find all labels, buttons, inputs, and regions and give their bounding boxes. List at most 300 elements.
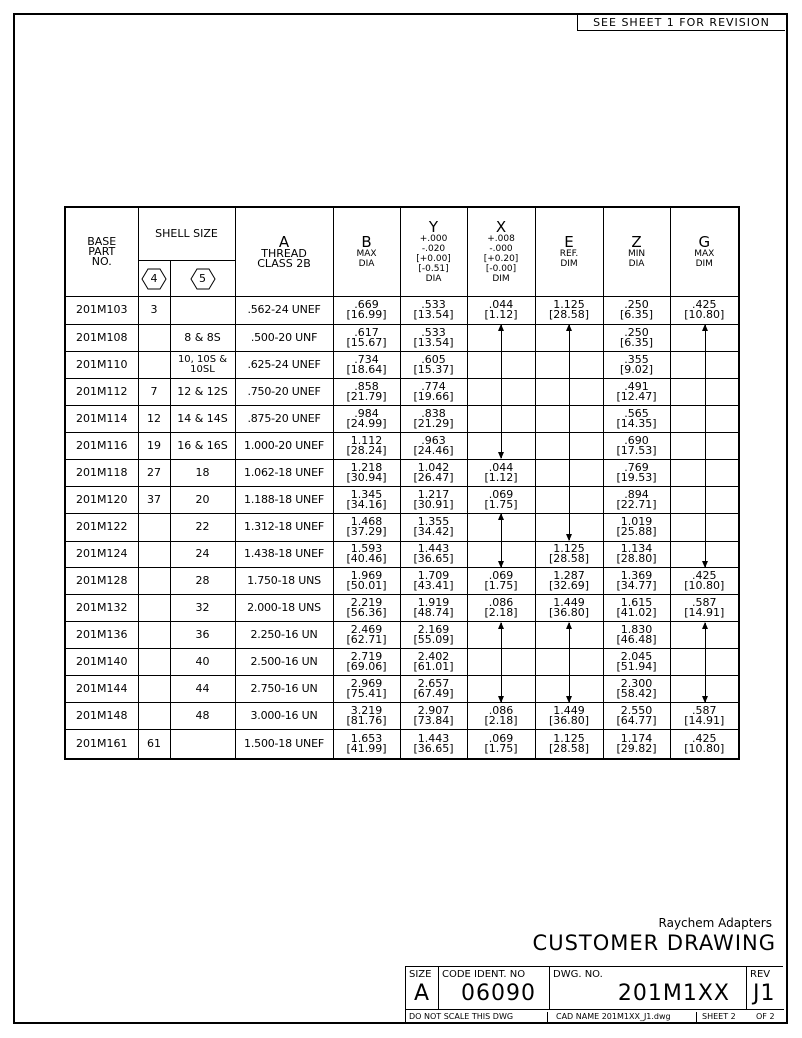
same-value-arrow	[705, 325, 706, 567]
part-number-cell: 201M161	[65, 730, 138, 759]
e-mm-value: [28.58]	[548, 552, 590, 566]
y-dim-cell	[400, 595, 467, 622]
b-inch-value: 2.719	[350, 650, 383, 664]
table-row	[65, 378, 739, 405]
shell-size-4-cell	[138, 513, 170, 541]
b-dim-cell	[333, 703, 400, 730]
x-dim-cell	[467, 703, 535, 730]
shell-size-5-cell: 18	[170, 459, 235, 486]
part-number-cell: 201M110	[65, 351, 138, 378]
title-block-footer	[406, 1009, 784, 1024]
b-inch-value: .617	[354, 325, 379, 339]
header-g: G MAX DIM	[670, 207, 739, 296]
shell-size-5-cell: 22	[170, 513, 235, 541]
part-number-cell: 201M128	[65, 568, 138, 595]
y-inch-value: .838	[421, 406, 446, 420]
z-mm-value: [64.77]	[616, 714, 657, 728]
thread-cell: 2.250-16 UN	[235, 622, 333, 649]
part-number-cell: 201M112	[65, 378, 138, 405]
header-e: E REF. DIM	[535, 207, 603, 296]
z-mm-value: [6.35]	[619, 308, 654, 322]
e-dim-cell	[535, 568, 603, 595]
g-inch-value: .587	[692, 704, 717, 718]
z-mm-value: [28.80]	[616, 552, 657, 566]
z-inch-value: .491	[624, 379, 649, 393]
z-dim-cell	[603, 595, 670, 622]
shell-size-4-cell: 27	[138, 459, 170, 486]
shell-size-5-cell: 16 & 16S	[170, 432, 235, 459]
x-dim-cell	[467, 296, 535, 324]
table-row	[65, 568, 739, 595]
thread-cell: .625-24 UNEF	[235, 351, 333, 378]
shell-size-4-cell	[138, 649, 170, 676]
code-ident-value: 06090	[461, 981, 536, 1006]
b-inch-value: .734	[354, 352, 379, 366]
z-inch-value: .355	[624, 352, 649, 366]
b-dim-cell	[333, 378, 400, 405]
z-dim-cell	[603, 568, 670, 595]
e-inch-value: 1.287	[553, 569, 585, 583]
b-mm-value: [34.16]	[346, 497, 387, 511]
b-inch-value: 1.468	[350, 515, 383, 528]
z-dim-cell	[603, 405, 670, 432]
b-dim-cell	[333, 568, 400, 595]
b-inch-value: 1.345	[350, 487, 383, 501]
g-mm-value: [10.80]	[684, 308, 725, 322]
x-mm-value: [1.75]	[484, 579, 518, 593]
z-mm-value: [22.71]	[616, 497, 657, 511]
shell-size-5-cell: 20	[170, 486, 235, 513]
revision-note: SEE SHEET 1 FOR REVISION	[577, 15, 785, 31]
b-mm-value: [81.76]	[346, 714, 387, 728]
z-inch-value: .250	[624, 298, 649, 312]
x-inch-value: .069	[488, 732, 514, 746]
x-dim-cell	[467, 595, 535, 622]
x-dim-cell	[467, 459, 535, 486]
z-dim-cell	[603, 486, 670, 513]
b-inch-value: 1.112	[350, 433, 383, 447]
y-dim-cell	[400, 378, 467, 405]
same-value-arrow	[501, 514, 502, 567]
y-dim-cell	[400, 649, 467, 676]
g-mm-value: [10.80]	[684, 742, 725, 756]
y-inch-value: .533	[421, 298, 446, 312]
shell-size-5-cell	[170, 296, 235, 324]
y-mm-value: [30.91]	[413, 497, 454, 511]
y-dim-cell	[400, 703, 467, 730]
y-inch-value: 1.355	[417, 515, 450, 528]
b-inch-value: 1.218	[350, 460, 383, 474]
e-dim-cell	[535, 595, 603, 622]
shell-size-4-cell: 19	[138, 432, 170, 459]
header-b: B MAX DIA	[333, 207, 400, 296]
g-dim-cell	[670, 730, 739, 759]
z-dim-cell	[603, 296, 670, 324]
shell-size-5-cell: 28	[170, 568, 235, 595]
shell-size-4-cell: 7	[138, 378, 170, 405]
thread-cell: .875-20 UNEF	[235, 405, 333, 432]
y-mm-value: [36.65]	[413, 552, 454, 566]
z-dim-cell	[603, 622, 670, 649]
z-dim-cell	[603, 324, 670, 351]
table-row	[65, 595, 739, 622]
z-inch-value: 2.300	[620, 677, 653, 691]
table-row	[65, 730, 739, 759]
part-number-cell: 201M124	[65, 541, 138, 568]
part-number-cell: 201M136	[65, 622, 138, 649]
do-not-scale-note: DO NOT SCALE THIS DWG	[409, 1012, 548, 1024]
z-inch-value: 1.830	[620, 623, 653, 637]
x-mm-value: [1.12]	[484, 470, 518, 484]
x-mm-value: [2.18]	[484, 714, 518, 728]
same-value-arrow	[569, 623, 570, 702]
y-mm-value: [34.42]	[413, 525, 454, 538]
z-dim-cell	[603, 649, 670, 676]
part-number-cell: 201M132	[65, 595, 138, 622]
g-inch-value: .587	[692, 596, 717, 610]
b-dim-cell	[333, 622, 400, 649]
e-dim-cell	[535, 730, 603, 759]
b-mm-value: [40.46]	[346, 552, 387, 566]
g-dim-cell	[670, 568, 739, 595]
hexagon-5-icon: 5	[190, 268, 216, 290]
table-row	[65, 324, 739, 351]
x-dim-cell	[467, 486, 535, 513]
b-inch-value: 1.653	[350, 732, 383, 746]
hexagon-4-icon: 4	[141, 268, 167, 290]
b-dim-cell	[333, 513, 400, 541]
y-mm-value: [73.84]	[413, 714, 454, 728]
e-dim-cell	[535, 296, 603, 324]
shell-size-5-cell: 12 & 12S	[170, 378, 235, 405]
g-inch-value: .425	[692, 298, 717, 312]
x-inch-value: .044	[488, 460, 514, 474]
thread-cell: 2.750-16 UN	[235, 676, 333, 703]
z-inch-value: .690	[624, 433, 649, 447]
z-inch-value: .250	[624, 325, 649, 339]
g-inch-value: .425	[692, 732, 717, 746]
shell-size-5-cell: 44	[170, 676, 235, 703]
table-row	[65, 541, 739, 568]
y-dim-cell	[400, 676, 467, 703]
y-dim-cell	[400, 405, 467, 432]
b-inch-value: 2.469	[350, 623, 383, 637]
z-inch-value: 1.174	[620, 732, 653, 746]
z-dim-cell	[603, 541, 670, 568]
thread-cell: .500-20 UNF	[235, 324, 333, 351]
x-inch-value: .086	[488, 596, 514, 610]
z-mm-value: [9.02]	[619, 362, 654, 376]
e-dim-cell	[535, 541, 603, 568]
z-dim-cell	[603, 703, 670, 730]
b-mm-value: [21.79]	[346, 389, 387, 403]
b-dim-cell	[333, 324, 400, 351]
y-mm-value: [48.74]	[413, 606, 454, 620]
e-inch-value: 1.449	[553, 596, 585, 610]
b-mm-value: [24.99]	[346, 416, 387, 430]
b-inch-value: 1.969	[350, 569, 383, 583]
b-mm-value: [41.99]	[346, 742, 387, 756]
same-value-arrow	[501, 623, 502, 702]
table-row	[65, 296, 739, 324]
z-inch-value: .894	[624, 487, 649, 501]
b-mm-value: [56.36]	[346, 606, 387, 620]
z-mm-value: [34.77]	[616, 579, 657, 593]
shell-size-5-cell: 8 & 8S	[170, 324, 235, 351]
table-row	[65, 486, 739, 513]
y-inch-value: .774	[421, 379, 446, 393]
x-mm-value: [1.75]	[484, 742, 518, 756]
g-mm-value: [14.91]	[684, 714, 725, 728]
shell-size-5-cell: 36	[170, 622, 235, 649]
code-ident-cell: CODE IDENT. NO 06090	[439, 967, 550, 1009]
sheet-number: SHEET 2	[702, 1012, 736, 1021]
b-dim-cell	[333, 432, 400, 459]
shell-size-4-cell: 61	[138, 730, 170, 759]
z-mm-value: [12.47]	[616, 389, 657, 403]
y-inch-value: 1.919	[417, 596, 450, 610]
b-mm-value: [75.41]	[346, 687, 387, 701]
part-number-cell: 201M144	[65, 676, 138, 703]
same-value-arrow	[501, 325, 502, 458]
table-row	[65, 405, 739, 432]
y-dim-cell	[400, 324, 467, 351]
x-mm-value: [2.18]	[484, 606, 518, 620]
size-cell: SIZE A	[406, 967, 439, 1009]
header-shell-5	[170, 261, 235, 296]
y-dim-cell	[400, 459, 467, 486]
z-mm-value: [29.82]	[616, 742, 657, 756]
y-mm-value: [13.54]	[413, 308, 454, 322]
z-inch-value: 1.369	[620, 569, 653, 583]
z-inch-value: 1.134	[620, 542, 653, 556]
part-number-cell: 201M148	[65, 703, 138, 730]
z-inch-value: .565	[624, 406, 649, 420]
part-number-cell: 201M140	[65, 649, 138, 676]
y-dim-cell	[400, 622, 467, 649]
thread-cell: 1.750-18 UNS	[235, 568, 333, 595]
b-inch-value: 1.593	[350, 542, 383, 556]
b-dim-cell	[333, 730, 400, 759]
part-number-cell: 201M108	[65, 324, 138, 351]
header-shell-size: SHELL SIZE	[138, 207, 235, 261]
shell-size-4-cell: 12	[138, 405, 170, 432]
b-inch-value: 3.219	[350, 704, 383, 718]
e-inch-value: 1.125	[553, 732, 585, 746]
b-mm-value: [50.01]	[346, 579, 387, 593]
x-inch-value: .086	[488, 704, 514, 718]
z-mm-value: [19.53]	[616, 470, 657, 484]
shell-size-5-cell: 10, 10S & 10SL	[170, 351, 235, 378]
x-inch-value: .069	[488, 569, 514, 583]
y-inch-value: 2.169	[417, 623, 450, 637]
shell-size-4-cell	[138, 676, 170, 703]
part-number-cell: 201M114	[65, 405, 138, 432]
b-inch-value: 2.969	[350, 677, 383, 691]
thread-cell: 2.500-16 UN	[235, 649, 333, 676]
z-dim-cell	[603, 676, 670, 703]
b-dim-cell	[333, 351, 400, 378]
x-inch-value: .044	[488, 298, 514, 312]
b-dim-cell	[333, 541, 400, 568]
y-mm-value: [19.66]	[413, 389, 454, 403]
x-mm-value: [1.12]	[484, 308, 518, 322]
z-dim-cell	[603, 513, 670, 541]
b-mm-value: [28.24]	[346, 443, 387, 457]
header-shell-4	[138, 261, 170, 296]
cad-name: CAD NAME 201M1XX_J1.dwg	[556, 1012, 697, 1024]
y-dim-cell	[400, 513, 467, 541]
b-inch-value: 2.219	[350, 596, 383, 610]
x-dim-cell	[467, 730, 535, 759]
b-dim-cell	[333, 649, 400, 676]
b-dim-cell	[333, 595, 400, 622]
y-inch-value: 2.657	[417, 677, 450, 691]
z-dim-cell	[603, 730, 670, 759]
z-inch-value: .769	[624, 460, 649, 474]
b-dim-cell	[333, 676, 400, 703]
y-inch-value: 1.709	[417, 569, 450, 583]
y-dim-cell	[400, 486, 467, 513]
b-mm-value: [18.64]	[346, 362, 387, 376]
header-row	[65, 207, 739, 261]
z-mm-value: [41.02]	[616, 606, 657, 620]
part-number-cell: 201M120	[65, 486, 138, 513]
header-y: Y +.000 -.020 [+0.00] [-0.51] DIA	[400, 207, 467, 296]
shell-size-4-cell: 3	[138, 296, 170, 324]
z-dim-cell	[603, 378, 670, 405]
y-dim-cell	[400, 432, 467, 459]
table-row	[65, 459, 739, 486]
b-mm-value: [62.71]	[346, 633, 387, 647]
z-mm-value: [46.48]	[616, 633, 657, 647]
z-inch-value: 2.045	[620, 650, 653, 664]
y-mm-value: [24.46]	[413, 443, 454, 457]
y-mm-value: [61.01]	[413, 660, 454, 674]
header-z: Z MIN DIA	[603, 207, 670, 296]
table-row	[65, 703, 739, 730]
x-inch-value: .069	[488, 487, 514, 501]
g-dim-cell	[670, 703, 739, 730]
shell-size-4-cell	[138, 595, 170, 622]
thread-cell: 3.000-16 UN	[235, 703, 333, 730]
y-dim-cell	[400, 296, 467, 324]
z-mm-value: [25.88]	[616, 525, 657, 538]
drawing-type-title: CUSTOMER DRAWING	[532, 931, 776, 955]
z-mm-value: [14.35]	[616, 416, 657, 430]
x-mm-value: [1.75]	[484, 497, 518, 511]
part-number-cell: 201M122	[65, 513, 138, 541]
shell-size-4-cell	[138, 568, 170, 595]
shell-size-5-cell: 48	[170, 703, 235, 730]
z-inch-value: 2.550	[620, 704, 653, 718]
sheet-total: OF 2	[756, 1012, 775, 1021]
b-mm-value: [30.94]	[346, 470, 387, 484]
y-mm-value: [26.47]	[413, 470, 454, 484]
rev-value: J1	[753, 981, 776, 1006]
z-dim-cell	[603, 459, 670, 486]
y-inch-value: 2.907	[417, 704, 450, 718]
table-row	[65, 432, 739, 459]
shell-size-5-cell: 24	[170, 541, 235, 568]
thread-cell: 1.000-20 UNEF	[235, 432, 333, 459]
table-row	[65, 676, 739, 703]
y-dim-cell	[400, 541, 467, 568]
part-number-cell: 201M103	[65, 296, 138, 324]
b-inch-value: .669	[354, 298, 379, 312]
header-x: X +.008 -.000 [+0.20] [-0.00] DIM	[467, 207, 535, 296]
table-row	[65, 513, 739, 541]
z-dim-cell	[603, 432, 670, 459]
table-row	[65, 351, 739, 378]
dwg-no-cell: DWG. NO. 201M1XX	[550, 967, 747, 1009]
g-inch-value: .425	[692, 569, 717, 583]
e-mm-value: [32.69]	[548, 579, 590, 593]
size-value: A	[414, 981, 431, 1006]
y-inch-value: 1.443	[417, 732, 450, 746]
b-mm-value: [15.67]	[346, 335, 387, 349]
y-inch-value: 1.042	[417, 460, 450, 474]
z-inch-value: 1.019	[620, 515, 653, 528]
y-inch-value: .963	[421, 433, 446, 447]
b-dim-cell	[333, 405, 400, 432]
b-dim-cell	[333, 296, 400, 324]
z-mm-value: [51.94]	[616, 660, 657, 674]
shell-size-5-cell	[170, 730, 235, 759]
y-mm-value: [15.37]	[413, 362, 454, 376]
shell-size-5-cell: 40	[170, 649, 235, 676]
y-inch-value: .533	[421, 325, 446, 339]
thread-cell: .750-20 UNEF	[235, 378, 333, 405]
b-inch-value: .984	[354, 406, 379, 420]
thread-cell: 1.438-18 UNEF	[235, 541, 333, 568]
e-inch-value: 1.125	[553, 298, 585, 312]
y-inch-value: .605	[421, 352, 446, 366]
dimension-table	[64, 206, 740, 760]
e-inch-value: 1.449	[553, 704, 585, 718]
x-dim-cell	[467, 568, 535, 595]
g-mm-value: [14.91]	[684, 606, 725, 620]
company-name: Raychem Adapters	[658, 916, 772, 930]
z-dim-cell	[603, 351, 670, 378]
y-mm-value: [55.09]	[413, 633, 454, 647]
g-dim-cell	[670, 595, 739, 622]
b-inch-value: .858	[354, 379, 379, 393]
part-number-cell: 201M118	[65, 459, 138, 486]
thread-cell: .562-24 UNEF	[235, 296, 333, 324]
z-mm-value: [6.35]	[619, 335, 654, 349]
g-dim-cell	[670, 296, 739, 324]
part-number-cell: 201M116	[65, 432, 138, 459]
thread-cell: 1.062-18 UNEF	[235, 459, 333, 486]
y-dim-cell	[400, 351, 467, 378]
dwg-no-value: 201M1XX	[617, 981, 730, 1006]
z-mm-value: [58.42]	[616, 687, 657, 701]
b-mm-value: [69.06]	[346, 660, 387, 674]
shell-size-4-cell	[138, 351, 170, 378]
shell-size-4-cell	[138, 541, 170, 568]
header-base-part-no: BASE PART NO.	[65, 207, 138, 296]
e-mm-value: [36.80]	[548, 606, 590, 620]
thread-cell: 1.500-18 UNEF	[235, 730, 333, 759]
y-mm-value: [21.29]	[413, 416, 454, 430]
b-dim-cell	[333, 486, 400, 513]
header-a: A THREAD CLASS 2B	[235, 207, 333, 296]
same-value-arrow	[569, 325, 570, 540]
same-value-arrow	[705, 623, 706, 702]
table-row	[65, 622, 739, 649]
thread-cell: 1.312-18 UNEF	[235, 513, 333, 541]
